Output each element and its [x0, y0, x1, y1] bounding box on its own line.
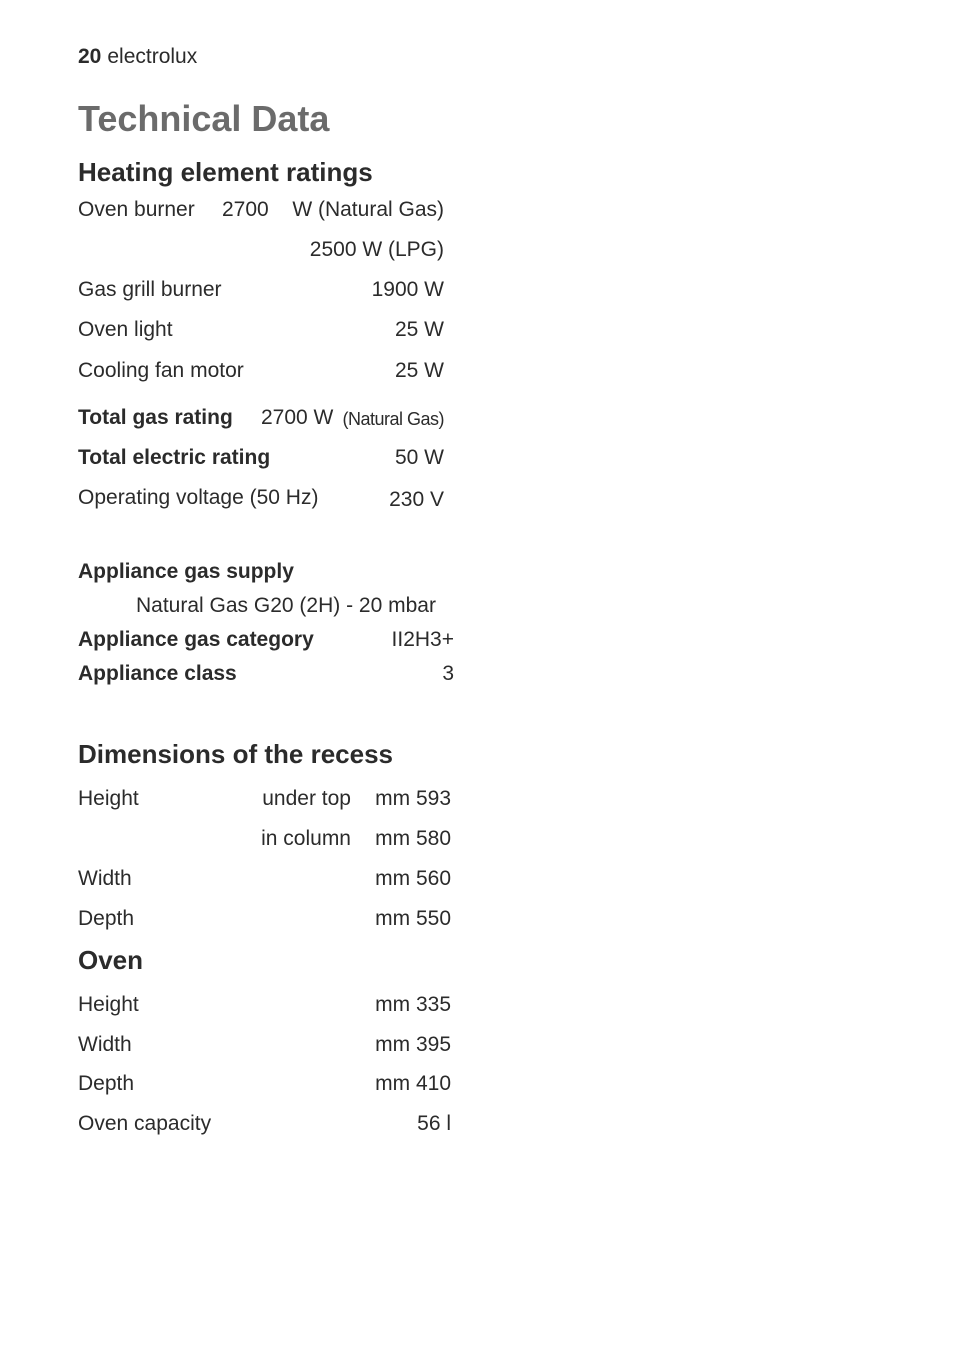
grill-label: Gas grill burner: [78, 278, 222, 301]
oven-height-value: mm 335: [375, 993, 451, 1016]
grill-value: 1900 W: [371, 278, 444, 301]
recess-depth-label: Depth: [78, 907, 135, 930]
appliance-class-label: Appliance class: [78, 662, 237, 685]
oven-height-label: Height: [78, 993, 139, 1016]
voltage-value: 230 V: [389, 488, 444, 511]
heating-heading: Heating element ratings: [78, 157, 373, 187]
in-column-label: in column: [261, 827, 351, 850]
total-electric-value: 50 W: [394, 446, 444, 469]
recess-height-label: Height: [78, 787, 139, 810]
recess-heading: Dimensions of the recess: [78, 739, 393, 769]
light-label: Oven light: [78, 318, 173, 341]
recess-width-value: mm 560: [375, 867, 451, 890]
total-gas-note: (Natural Gas): [342, 409, 444, 429]
total-gas-label: Total gas rating: [78, 406, 233, 429]
brand-name: electrolux: [107, 45, 198, 68]
fan-value: 25 W: [394, 359, 444, 382]
light-value: 25 W: [394, 318, 444, 341]
oven-capacity-value: 56 l: [417, 1112, 451, 1135]
total-gas-value: 2700 W: [261, 406, 334, 429]
oven-heading: Oven: [78, 945, 144, 975]
page-number: 20: [78, 45, 102, 68]
oven-capacity-label: Oven capacity: [78, 1112, 212, 1135]
gas-supply-value: Natural Gas G20 (2H) - 20 mbar: [136, 594, 436, 617]
gas-category-value: II2H3+: [391, 628, 454, 651]
recess-width-label: Width: [78, 867, 132, 890]
gas-supply-label: Appliance gas supply: [78, 560, 294, 583]
appliance-class-value: 3: [442, 662, 454, 685]
total-electric-label: Total electric rating: [78, 446, 271, 469]
fan-label: Cooling fan motor: [78, 359, 244, 382]
page-title: Technical Data: [78, 98, 330, 139]
voltage-label: Operating voltage (50 Hz): [78, 486, 319, 509]
oven-burner-label: Oven burner: [78, 198, 195, 221]
oven-width-value: mm 395: [375, 1033, 451, 1056]
oven-burner-value: 2700: [222, 198, 269, 221]
oven-depth-label: Depth: [78, 1072, 135, 1095]
oven-width-label: Width: [78, 1033, 132, 1056]
oven-burner-unit: W (Natural Gas): [292, 198, 444, 221]
under-top-value: mm 593: [375, 787, 451, 810]
under-top-label: under top: [262, 787, 351, 810]
gas-category-label: Appliance gas category: [78, 628, 314, 651]
in-column-value: mm 580: [375, 827, 451, 850]
recess-depth-value: mm 550: [375, 907, 451, 930]
oven-burner-lpg: 2500 W (LPG): [309, 238, 444, 261]
page-header: [78, 45, 197, 69]
oven-depth-value: mm 410: [375, 1072, 451, 1095]
